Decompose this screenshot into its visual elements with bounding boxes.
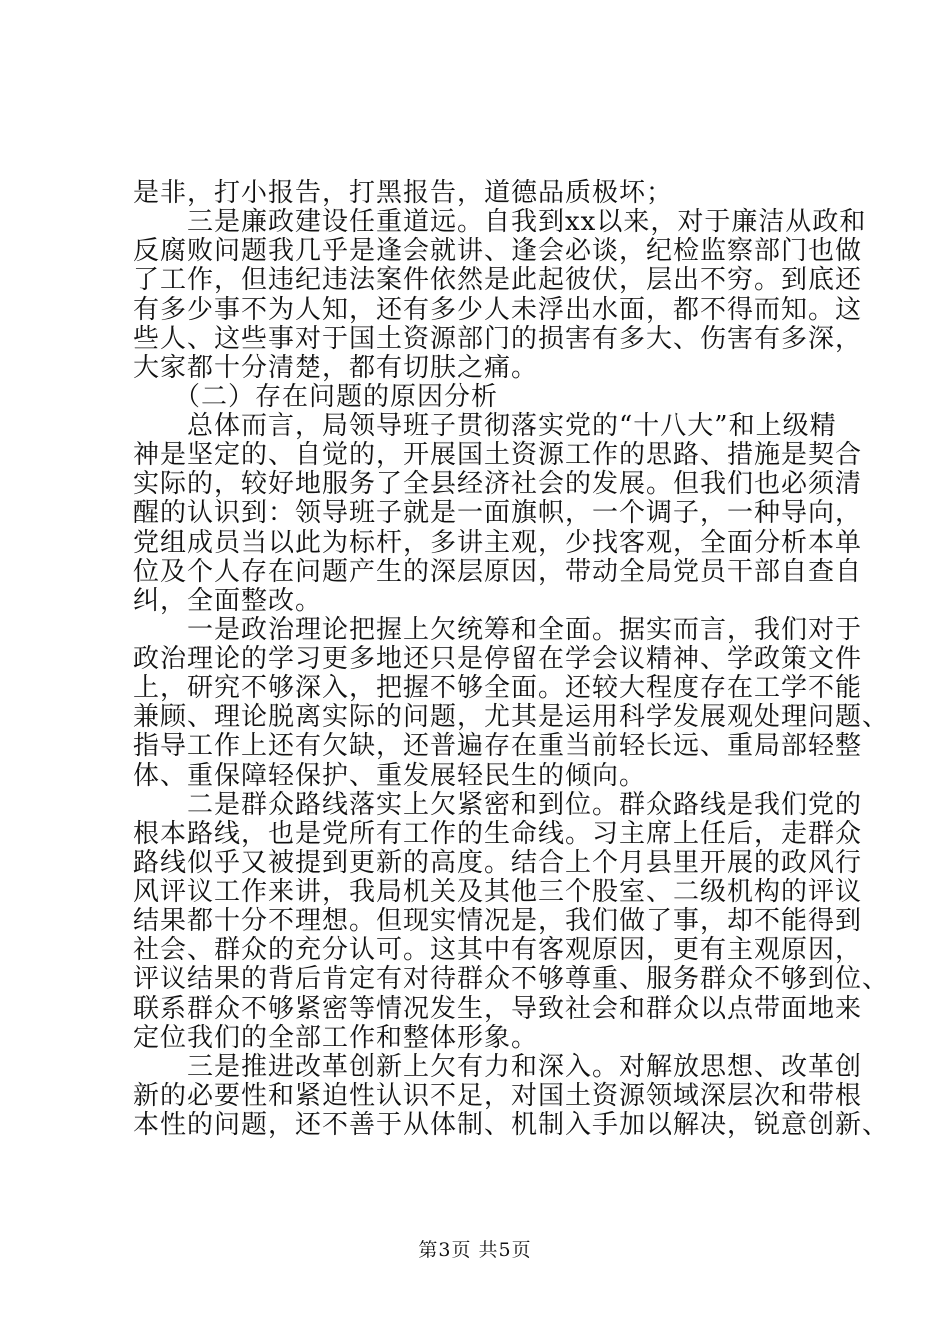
text-line: 总体而言，局领导班子贯彻落实党的“十八大”和上级精 [133,411,837,441]
text-line: 评议结果的背后肯定有对待群众不够尊重、服务群众不够到位、 [133,964,890,994]
text-line: 醒的认识到：领导班子就是一面旗帜，一个调子，一种导向， [133,498,863,528]
text-line: 根本路线，也是党所有工作的生命线。习主席上任后，走群众 [133,819,863,849]
text-line: 些人、这些事对于国土资源部门的损害有多大、伤害有多深， [133,324,863,354]
text-line: 兼顾、理论脱离实际的问题，尤其是运用科学发展观处理问题、 [133,702,890,732]
text-line: 了工作，但违纪违法案件依然是此起彼伏，层出不穷。到底还 [133,265,863,295]
text-line: 定位我们的全部工作和整体形象。 [133,1023,539,1053]
text-line: 有多少事不为人知，还有多少人未浮出水面，都不得而知。这 [133,295,863,325]
text-line: 三是廉政建设任重道远。自我到xx以来，对于廉洁从政和 [133,207,867,237]
text-line: 社会、群众的充分认可。这其中有客观原因，更有主观原因， [133,935,863,965]
text-line: 路线似乎又被提到更新的高度。结合上个月县里开展的政风行 [133,848,863,878]
text-line: 是非，打小报告，打黑报告，道德品质极坏； [133,178,674,208]
text-line: 反腐败问题我几乎是逢会就讲、逢会必谈，纪检监察部门也做 [133,236,863,266]
text-line: 体、重保障轻保护、重发展轻民生的倾向。 [133,761,647,791]
text-line: 上，研究不够深入，把握不够全面。还较大程度存在工学不能 [133,673,863,703]
text-line: 二是群众路线落实上欠紧密和到位。群众路线是我们党的 [133,790,863,820]
text-line: 政治理论的学习更多地还只是停留在学会议精神、学政策文件 [133,644,863,674]
text-line: 位及个人存在问题产生的深层原因，带动全局党员干部自查自 [133,557,863,587]
section-heading: （二）存在问题的原因分析 [133,382,499,412]
text-line: 新的必要性和紧迫性认识不足，对国土资源领域深层次和带根 [133,1081,863,1111]
text-line: 神是坚定的、自觉的，开展国土资源工作的思路、措施是契合 [133,440,863,470]
text-line: 指导工作上还有欠缺，还普遍存在重当前轻长远、重局部轻整 [133,731,863,761]
text-line: 党组成员当以此为标杆，多讲主观，少找客观，全面分析本单 [133,528,863,558]
text-line: 纠，全面整改。 [133,586,323,616]
text-line: 实际的，较好地服务了全县经济社会的发展。但我们也必须清 [133,469,863,499]
text-line: 大家都十分清楚，都有切肤之痛。 [133,353,539,383]
page-number-footer: 第3页 共5页 [418,1239,532,1261]
text-line: 本性的问题，还不善于从体制、机制入手加以解决，锐意创新、 [133,1110,890,1140]
text-line: 风评议工作来讲，我局机关及其他三个股室、二级机构的评议 [133,877,863,907]
text-line: 联系群众不够紧密等情况发生，导致社会和群众以点带面地来 [133,994,863,1024]
text-line: 三是推进改革创新上欠有力和深入。对解放思想、改革创 [133,1052,863,1082]
text-line: 结果都十分不理想。但现实情况是，我们做了事，却不能得到 [133,906,863,936]
text-line: 一是政治理论把握上欠统筹和全面。据实而言，我们对于 [133,615,863,645]
